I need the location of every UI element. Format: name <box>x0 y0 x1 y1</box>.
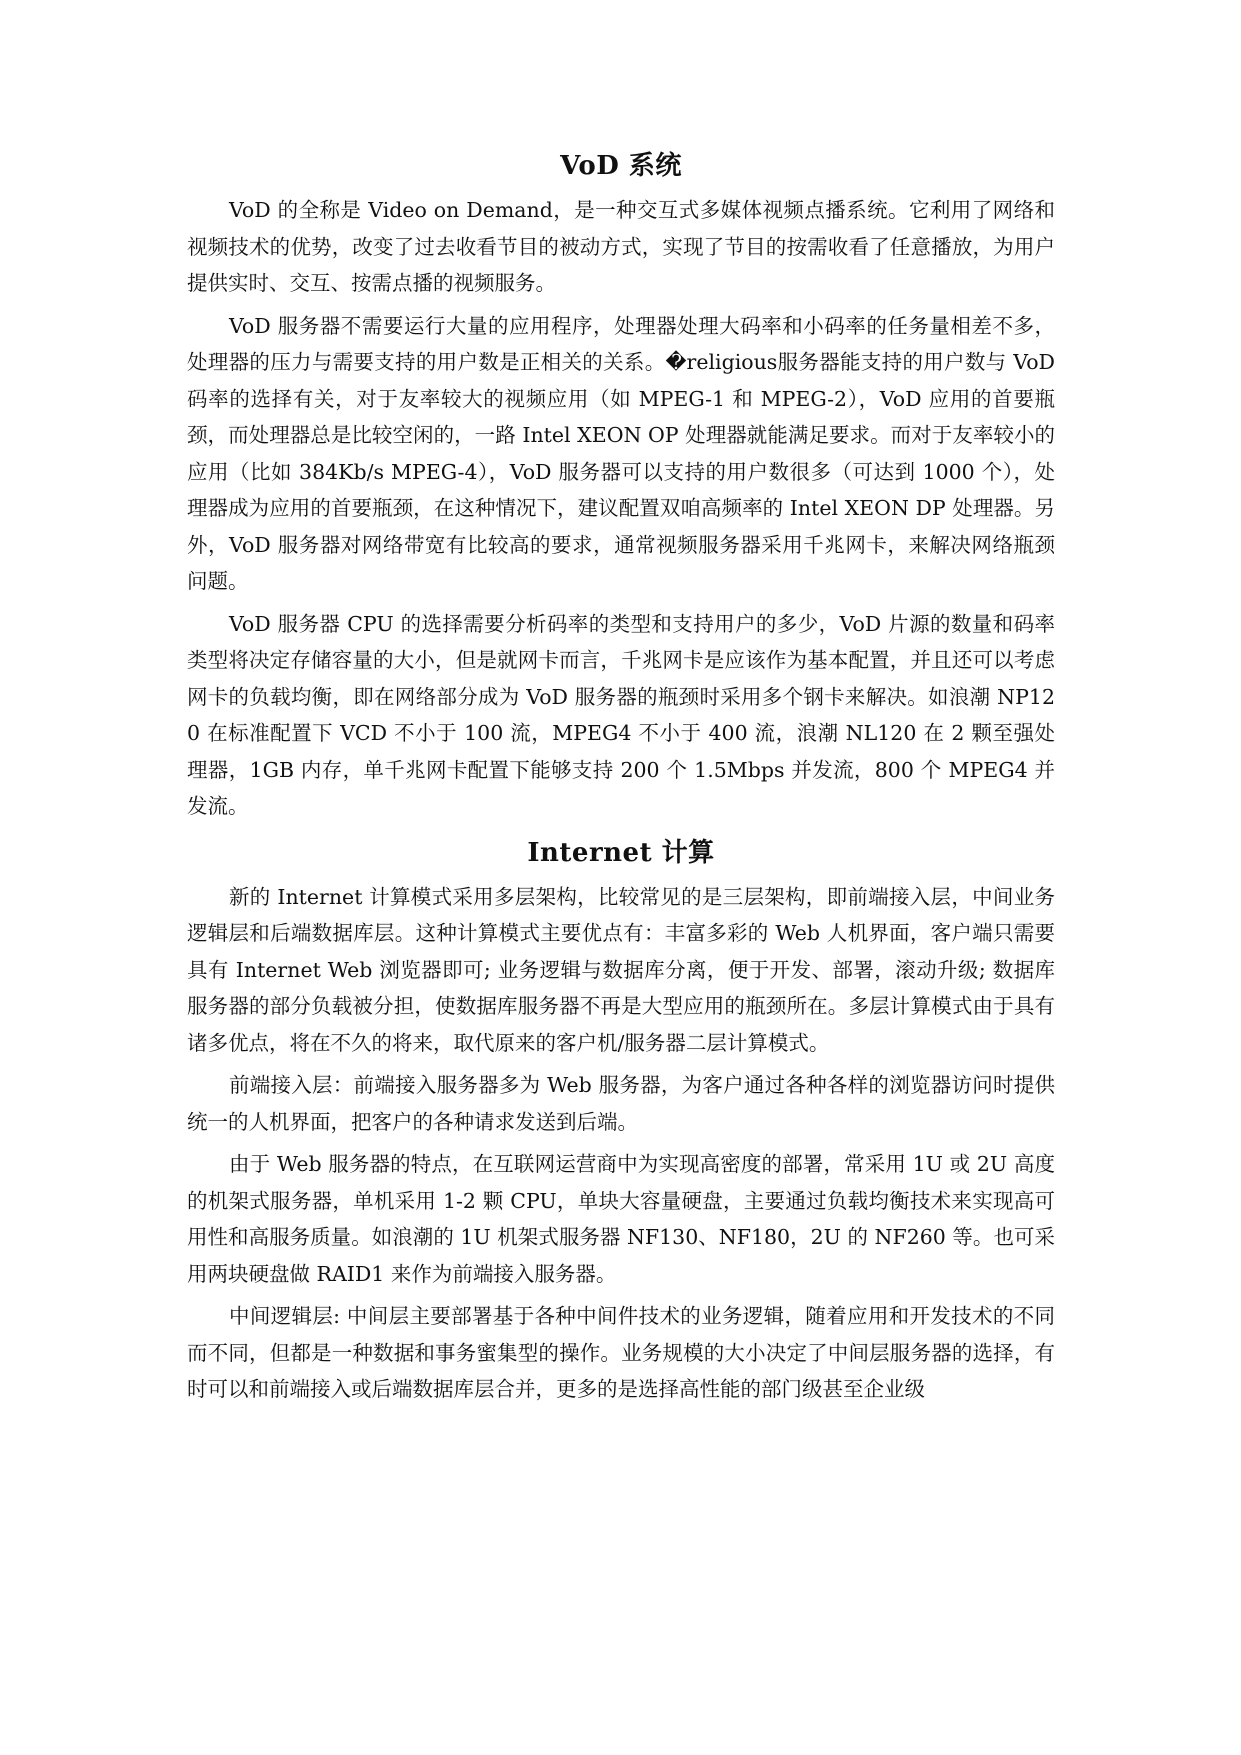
paragraph: 由于 Web 服务器的特点，在互联网运营商中为实现高密度的部署，常采用 1U 或 2U 高度的机架式服务器，单机采用 1-2 颗 CPU，单块大容量硬盘，主要通过负载均衡技术来实现高可用性和高服务质量。如浪潮的 1U 机架式服务器 NF130、NF180，2U 的 NF260 等。也可采用两块硬盘做 RAID1 来作为前端接入服务器。 <box>187 1152 1055 1286</box>
section-vod <box>187 148 1055 825</box>
paragraph: 前端接入层：前端接入服务器多为 Web 服务器，为客户通过各种各样的浏览器访问时提供统一的人机界面，把客户的各种请求发送到后端。 <box>187 1073 1055 1134</box>
paragraph: 中间逻辑层: 中间层主要部署基于各种中间件技术的业务逻辑，随着应用和开发技术的不同而不同，但都是一种数据和事务蜜集型的操作。业务规模的大小决定了中间层服务器的选择，有时可以和前端接入或后端数据库层合并，更多的是选择高性能的部门级甚至企业级 <box>187 1304 1055 1401</box>
paragraph: 新的 Internet 计算模式采用多层架构，比较常见的是三层架构，即前端接入层，中间业务逻辑层和后端数据库层。这种计算模式主要优点有：丰富多彩的 Web 人机界面，客户端只需要具有 Internet Web 浏览器即可; 业务逻辑与数据库分离，便于开发、部署，滚动升级; 数据库服务器的部分负载被分担，使数据库服务器不再是大型应用的瓶颈所在。多层计算模式由于具有诸多优点，将在不久的将来，取代原来的客户机/服务器二层计算模式。 <box>187 884 1055 1055</box>
document-page <box>187 148 1055 1418</box>
section-title: Internet 计算 <box>527 837 715 868</box>
section-internet-computing <box>187 835 1055 1408</box>
section-title: VoD 系统 <box>560 151 682 181</box>
paragraph: VoD 的全称是 Video on Demand，是一种交互式多媒体视频点播系统。它利用了网络和视频技术的优势，改变了过去收看节目的被动方式，实现了节目的按需收看了任意播放，为用户提供实时、交互、按需点播的视频服务。 <box>187 198 1055 295</box>
paragraph: VoD 服务器 CPU 的选择需要分析码率的类型和支持用户的多少，VoD 片源的数量和码率类型将决定存储容量的大小，但是就网卡而言，千兆网卡是应该作为基本配置，并且还可以考虑网卡的负载均衡，即在网络部分成为 VoD 服务器的瓶颈时采用多个钢卡来解决。如浪潮 NP120 在标准配置下 VCD 不小于 100 流，MPEG4 不小于 400 流，浪潮 NL120 在 2 颗至强处理器，1GB 内存，单千兆网卡配置下能够支持 200 个 1.5Mbps 并发流，800 个 MPEG4 并发流。 <box>187 611 1055 818</box>
paragraph: VoD 服务器不需要运行大量的应用程序，处理器处理大码率和小码率的任务量相差不多，处理器的压力与需要支持的用户数是正相关的关系。�religious服务器能支持的用户数与 VoD 码率的选择有关，对于友率较大的视频应用（如 MPEG-1 和 MPEG-2），VoD 应用的首要瓶颈，而处理器总是比较空闲的，一路 Intel XEON OP 处理器就能满足要求。而对于友率较小的应用（比如 384Kb/s MPEG-4），VoD 服务器可以支持的用户数很多（可达到 1000 个），处理器成为应用的首要瓶颈，在这种情况下，建议配置双咱高频率的 Intel XEON DP 处理器。另外，VoD 服务器对网络带宽有比较高的要求，通常视频服务器采用千兆网卡，来解决网络瓶颈问题。 <box>187 313 1055 593</box>
